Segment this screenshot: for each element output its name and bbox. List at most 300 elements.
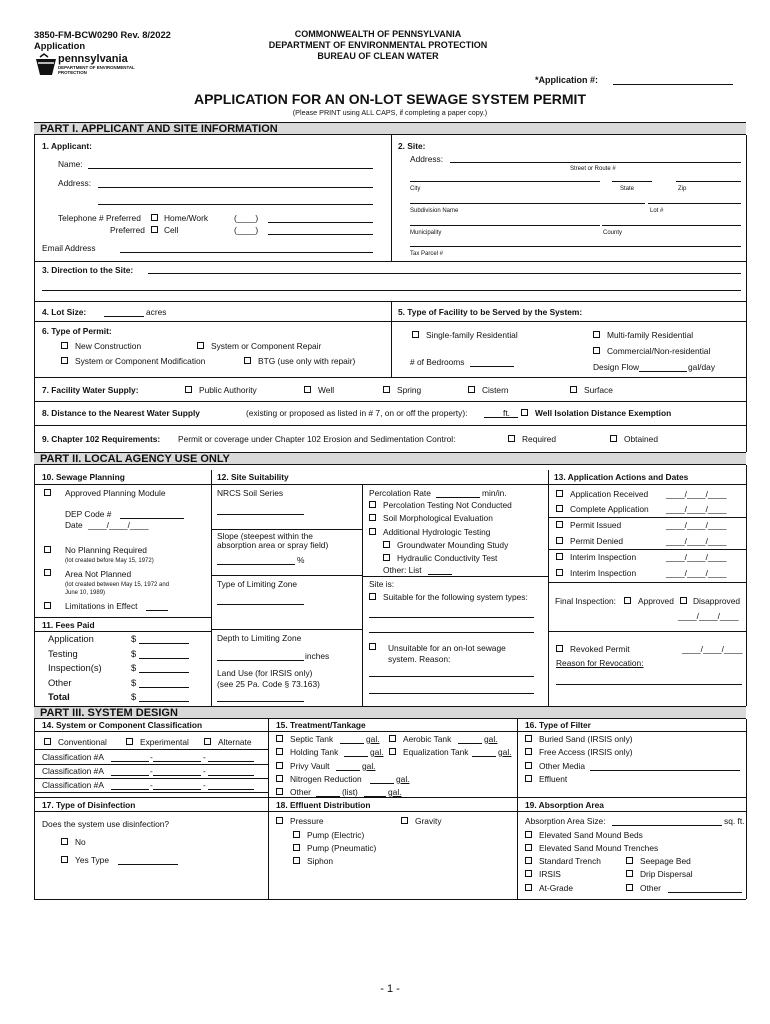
cell-checkbox[interactable] xyxy=(151,226,158,233)
spring-checkbox[interactable] xyxy=(383,386,390,393)
site-is-label: Site is: xyxy=(369,579,395,589)
address-field-1[interactable] xyxy=(98,187,373,188)
divider xyxy=(391,301,392,377)
btg-checkbox[interactable] xyxy=(244,357,251,364)
fee-dollar-sign: $ xyxy=(131,662,137,673)
obtained-checkbox[interactable] xyxy=(610,435,617,442)
design-flow-label: Design Flow xyxy=(593,362,640,372)
email-field[interactable] xyxy=(120,252,373,253)
action-checkbox[interactable] xyxy=(556,569,563,576)
classification-label: Classification #A xyxy=(42,766,104,776)
site-suitability-heading: 12. Site Suitability xyxy=(217,472,289,482)
filter-heading: 16. Type of Filter xyxy=(525,720,591,730)
phone-field-2[interactable] xyxy=(268,234,373,235)
permit-type-label: 6. Type of Permit: xyxy=(42,326,112,336)
drip-checkbox[interactable] xyxy=(626,870,633,877)
spring-label: Spring xyxy=(397,385,422,395)
action-label: Interim Inspection xyxy=(570,552,637,562)
btg-label: BTG (use only with repair) xyxy=(258,356,356,366)
classification-separator: - xyxy=(203,766,206,776)
home-work-checkbox[interactable] xyxy=(151,214,158,221)
actions-heading: 13. Application Actions and Dates xyxy=(554,472,689,482)
other-media-field[interactable] xyxy=(590,770,740,771)
classification-field[interactable] xyxy=(153,775,201,776)
city-caption: City xyxy=(410,186,421,192)
divider xyxy=(211,575,362,576)
modification-checkbox[interactable] xyxy=(61,357,68,364)
agency-line-2: DEPARTMENT OF ENVIRONMENTAL PROTECTION xyxy=(268,40,488,50)
divider xyxy=(211,470,212,706)
name-field[interactable] xyxy=(88,168,373,169)
area-not-planned-checkbox[interactable] xyxy=(44,569,51,576)
holding-field[interactable] xyxy=(344,756,368,757)
pressure-label: Pressure xyxy=(290,816,324,826)
classification-separator: - xyxy=(150,780,153,790)
septic-gal: gal. xyxy=(366,734,380,744)
lot-before-note: (lot created before May 15, 1972) xyxy=(65,558,154,564)
lot-between-note-1: (lot created between May 15, 1972 and xyxy=(65,582,170,588)
dep-code-label: DEP Code # xyxy=(65,509,112,519)
buried-sand-checkbox[interactable] xyxy=(525,735,532,742)
divider xyxy=(548,517,746,518)
aerobic-checkbox[interactable] xyxy=(389,735,396,742)
inches-label: inches xyxy=(305,651,330,661)
effluent-label: Effluent xyxy=(539,774,568,784)
groundwater-label: Groundwater Mounding Study xyxy=(397,540,509,550)
commercial-label: Commercial/Non-residential xyxy=(607,346,711,356)
cell-label: Cell xyxy=(164,225,179,235)
divider xyxy=(34,301,746,302)
action-date-field[interactable]: ____/____/____ xyxy=(666,568,727,578)
approved-module-checkbox[interactable] xyxy=(44,489,51,496)
application-number-field[interactable] xyxy=(613,84,733,85)
aerobic-field[interactable] xyxy=(458,743,482,744)
at-grade-label: At-Grade xyxy=(539,883,573,893)
classification-separator: - xyxy=(203,752,206,762)
disinfection-yes-checkbox[interactable] xyxy=(61,856,68,863)
page-number: - 1 - xyxy=(380,983,400,995)
applicant-heading: 1. Applicant: xyxy=(42,141,92,151)
divider xyxy=(34,484,746,485)
application-number-label: *Application #: xyxy=(535,75,599,85)
address-field-2[interactable] xyxy=(98,204,373,205)
date-field[interactable]: ____/____/____ xyxy=(88,520,149,530)
elevated-trenches-checkbox[interactable] xyxy=(525,844,532,851)
phone-field-1[interactable] xyxy=(268,222,373,223)
depth-limiting-label: Depth to Limiting Zone xyxy=(217,633,302,643)
form-id: 3850-FM-BCW0290 Rev. 8/2022 xyxy=(34,29,171,40)
distance-label: 8. Distance to the Nearest Water Supply xyxy=(42,408,200,418)
sq-ft-label: sq. ft. xyxy=(724,816,745,826)
bedrooms-label: # of Bedrooms xyxy=(410,357,465,367)
septic-checkbox[interactable] xyxy=(276,735,283,742)
address-label: Address: xyxy=(58,178,92,188)
fee-amount-field[interactable] xyxy=(139,658,189,659)
surface-label: Surface xyxy=(584,385,613,395)
divider xyxy=(746,465,747,706)
divider xyxy=(34,135,35,452)
hydraulic-label: Hydraulic Conductivity Test xyxy=(397,553,498,563)
action-date-field[interactable]: ____/____/____ xyxy=(666,489,727,499)
date-label: Date xyxy=(65,520,83,530)
disinfection-yes-label: Yes Type xyxy=(75,855,109,865)
unsuitable-label-1: Unsuitable for an on-lot sewage xyxy=(388,643,506,653)
classification-field[interactable] xyxy=(153,761,201,762)
fee-dollar-sign: $ xyxy=(131,647,137,659)
conventional-checkbox[interactable] xyxy=(44,738,51,745)
cistern-label: Cistern xyxy=(482,385,509,395)
unsuitable-field-1[interactable] xyxy=(369,676,534,677)
nitrogen-checkbox[interactable] xyxy=(276,775,283,782)
action-checkbox[interactable] xyxy=(556,537,563,544)
fee-amount-field[interactable] xyxy=(139,672,189,673)
fees-heading: 11. Fees Paid xyxy=(42,620,95,630)
seepage-bed-checkbox[interactable] xyxy=(626,857,633,864)
name-label: Name: xyxy=(58,159,83,169)
lot-number-field[interactable] xyxy=(648,203,741,204)
action-label: Complete Application xyxy=(570,504,649,514)
subdivision-caption: Subdivision Name xyxy=(410,208,459,214)
action-label: Permit Issued xyxy=(570,520,622,530)
divider xyxy=(34,425,746,426)
municipality-caption: Municipality xyxy=(410,230,442,236)
logo-sub2: PROTECTION xyxy=(58,70,87,75)
divider xyxy=(34,261,746,262)
chapter102-note: Permit or coverage under Chapter 102 Erosion and Sedimentation Control: xyxy=(178,434,456,444)
zip-caption: Zip xyxy=(678,186,687,192)
logo-sub1: DEPARTMENT OF ENVIRONMENTAL xyxy=(58,65,135,70)
public-authority-label: Public Authority xyxy=(199,385,257,395)
direction-label: 3. Direction to the Site: xyxy=(42,265,134,275)
disapproved-checkbox[interactable] xyxy=(680,597,687,604)
equalization-checkbox[interactable] xyxy=(389,748,396,755)
obtained-label: Obtained xyxy=(624,434,658,444)
privy-label: Privy Vault xyxy=(290,761,330,771)
divider xyxy=(548,470,549,706)
approved-label: Approved xyxy=(638,596,674,606)
new-construction-label: New Construction xyxy=(75,341,142,351)
action-checkbox[interactable] xyxy=(556,505,563,512)
distance-field[interactable] xyxy=(484,417,518,418)
absorption-other-field[interactable] xyxy=(668,892,742,893)
single-family-checkbox[interactable] xyxy=(412,331,419,338)
treatment-other-field[interactable] xyxy=(316,796,340,797)
fee-amount-field[interactable] xyxy=(139,687,189,688)
depth-limiting-field[interactable] xyxy=(217,660,304,661)
design-flow-field[interactable] xyxy=(639,371,687,372)
commercial-checkbox[interactable] xyxy=(593,347,600,354)
add-hydro-label: Additional Hydrologic Testing xyxy=(383,527,491,537)
septic-field[interactable] xyxy=(340,743,364,744)
fee-label: Other xyxy=(48,676,72,688)
classification-separator: - xyxy=(203,780,206,790)
classification-separator: - xyxy=(150,766,153,776)
area-code-2: (____) xyxy=(234,225,259,235)
min-in-label: min/in. xyxy=(482,488,507,498)
divider xyxy=(517,719,518,899)
surface-checkbox[interactable] xyxy=(570,386,577,393)
limiting-zone-type-label: Type of Limiting Zone xyxy=(217,579,298,589)
suitable-field-2[interactable] xyxy=(369,632,534,633)
divider xyxy=(34,792,268,793)
other-list-label: Other: List xyxy=(383,565,422,575)
lot-size-field[interactable] xyxy=(104,316,144,317)
gravity-checkbox[interactable] xyxy=(401,817,408,824)
action-date-field[interactable]: ____/____/____ xyxy=(666,536,727,546)
siphon-label: Siphon xyxy=(307,856,334,866)
soil-morph-checkbox[interactable] xyxy=(369,514,376,521)
home-work-label: Home/Work xyxy=(164,213,209,223)
public-authority-checkbox[interactable] xyxy=(185,386,192,393)
fee-dollar-sign: $ xyxy=(131,633,137,644)
divider xyxy=(34,617,211,618)
alternate-label: Alternate xyxy=(218,737,252,747)
absorption-size-field[interactable] xyxy=(612,825,722,826)
treatment-other-checkbox[interactable] xyxy=(276,788,283,795)
multi-family-label: Multi-family Residential xyxy=(607,330,694,340)
effluent-checkbox[interactable] xyxy=(525,775,532,782)
limiting-zone-type-field[interactable] xyxy=(217,604,304,605)
classification-label: Classification #A xyxy=(42,752,104,762)
other-media-label: Other Media xyxy=(539,761,586,771)
pump-electric-label: Pump (Electric) xyxy=(307,830,365,840)
multi-family-checkbox[interactable] xyxy=(593,331,600,338)
municipality-field[interactable] xyxy=(410,225,600,226)
well-label: Well xyxy=(318,385,335,395)
experimental-checkbox[interactable] xyxy=(126,738,133,745)
email-label: Email Address xyxy=(42,243,96,253)
suitable-field-1[interactable] xyxy=(369,617,534,618)
unsuitable-checkbox[interactable] xyxy=(369,643,376,650)
approved-module-label: Approved Planning Module xyxy=(65,488,166,498)
drip-label: Drip Dispersal xyxy=(640,869,693,879)
well-checkbox[interactable] xyxy=(304,386,311,393)
hydraulic-checkbox[interactable] xyxy=(383,554,390,561)
action-checkbox[interactable] xyxy=(556,490,563,497)
action-label: Interim Inspection xyxy=(570,568,637,578)
distribution-heading: 18. Effluent Distribution xyxy=(276,800,371,810)
well-exemption-label: Well Isolation Distance Exemption xyxy=(535,408,672,418)
ft-label: ft. xyxy=(503,408,510,418)
area-code-1: (____) xyxy=(234,213,259,223)
disinfection-no-label: No xyxy=(75,837,86,847)
new-construction-checkbox[interactable] xyxy=(61,342,68,349)
fee-label: Inspection(s) xyxy=(48,662,102,673)
slope-label-2: absorption area or spray field) xyxy=(217,540,329,550)
action-checkbox[interactable] xyxy=(556,521,563,528)
classification-heading: 14. System or Component Classification xyxy=(42,720,203,730)
slope-field[interactable] xyxy=(217,564,295,565)
treatment-list-label: (list) xyxy=(342,787,358,797)
other-list-field[interactable] xyxy=(428,574,452,575)
divider xyxy=(34,401,746,402)
fee-label: Application xyxy=(48,633,94,644)
single-family-label: Single-family Residential xyxy=(426,330,518,340)
aerobic-gal: gal. xyxy=(484,734,498,744)
classification-label: Classification #A xyxy=(42,780,104,790)
holding-checkbox[interactable] xyxy=(276,748,283,755)
unsuitable-field-2[interactable] xyxy=(369,693,534,694)
part-3-title: PART III. SYSTEM DESIGN xyxy=(40,707,178,719)
nrcs-field[interactable] xyxy=(217,514,304,515)
groundwater-checkbox[interactable] xyxy=(383,541,390,548)
cistern-checkbox[interactable] xyxy=(468,386,475,393)
land-use-label-2: (see 25 Pa. Code § 73.163) xyxy=(217,679,320,689)
lot-between-note-2: June 10, 1989) xyxy=(65,590,106,596)
fee-dollar-sign: $ xyxy=(131,676,137,688)
revoked-date[interactable]: ____/____/____ xyxy=(682,644,743,654)
privy-field[interactable] xyxy=(336,770,360,771)
pump-pneumatic-label: Pump (Pneumatic) xyxy=(307,843,377,853)
suitable-label: Suitable for the following system types: xyxy=(383,592,528,602)
final-inspection-date[interactable]: ____/____/____ xyxy=(678,611,739,621)
direction-field-1[interactable] xyxy=(148,273,741,274)
revocation-field[interactable] xyxy=(556,684,742,685)
zip-field[interactable] xyxy=(676,181,741,182)
land-use-field[interactable] xyxy=(217,701,304,702)
alternate-checkbox[interactable] xyxy=(204,738,211,745)
repair-checkbox[interactable] xyxy=(197,342,204,349)
treatment-list-field[interactable] xyxy=(364,796,386,797)
telephone-label: Telephone # Preferred xyxy=(58,213,141,223)
classification-field[interactable] xyxy=(153,789,201,790)
classification-field[interactable] xyxy=(208,761,254,762)
state-caption: State xyxy=(620,186,635,192)
divider xyxy=(211,529,362,530)
perc-rate-field[interactable] xyxy=(436,497,480,498)
chapter102-label: 9. Chapter 102 Requirements: xyxy=(42,434,161,444)
limitations-field[interactable] xyxy=(146,610,168,611)
pressure-checkbox[interactable] xyxy=(276,817,283,824)
agency-line-1: COMMONWEALTH OF PENNSYLVANIA xyxy=(294,29,462,39)
other-media-checkbox[interactable] xyxy=(525,762,532,769)
free-access-checkbox[interactable] xyxy=(525,748,532,755)
divider xyxy=(548,582,746,583)
fee-amount-field[interactable] xyxy=(139,701,189,702)
action-date-field[interactable]: ____/____/____ xyxy=(666,552,727,562)
standard-trench-label: Standard Trench xyxy=(539,856,601,866)
elevated-beds-checkbox[interactable] xyxy=(525,831,532,838)
divider xyxy=(362,576,548,577)
action-date-field[interactable]: ____/____/____ xyxy=(666,520,727,530)
treatment-other-label: Other xyxy=(290,787,311,797)
classification-field[interactable] xyxy=(111,761,149,762)
state-field[interactable] xyxy=(612,181,652,182)
gal-day-label: gal/day xyxy=(688,362,716,372)
disinfection-type-field[interactable] xyxy=(118,864,178,865)
perc-not-conducted-checkbox[interactable] xyxy=(369,501,376,508)
privy-gal: gal. xyxy=(362,761,376,771)
siphon-checkbox[interactable] xyxy=(293,857,300,864)
part-2-title: PART II. LOCAL AGENCY USE ONLY xyxy=(40,453,230,465)
area-not-planned-label: Area Not Planned xyxy=(65,569,132,579)
part-3-header xyxy=(34,706,746,719)
irsis-label: IRSIS xyxy=(539,869,561,879)
add-hydro-checkbox[interactable] xyxy=(369,528,376,535)
fee-amount-field[interactable] xyxy=(139,643,189,644)
classification-field[interactable] xyxy=(208,789,254,790)
direction-field-2[interactable] xyxy=(42,290,741,291)
revoked-checkbox[interactable] xyxy=(556,645,563,652)
disinfection-question: Does the system use disinfection? xyxy=(42,819,170,829)
divider xyxy=(34,377,746,378)
facility-type-label: 5. Type of Facility to be Served by the System: xyxy=(398,307,583,317)
standard-trench-checkbox[interactable] xyxy=(525,857,532,864)
septic-label: Septic Tank xyxy=(290,734,334,744)
site-street-field[interactable] xyxy=(450,162,741,163)
limitations-checkbox[interactable] xyxy=(44,602,51,609)
at-grade-checkbox[interactable] xyxy=(525,884,532,891)
classification-field[interactable] xyxy=(208,775,254,776)
limitations-label: Limitations in Effect xyxy=(65,601,138,611)
nitrogen-gal: gal. xyxy=(396,774,410,784)
nitrogen-field[interactable] xyxy=(370,783,394,784)
divider xyxy=(548,631,746,632)
well-exemption-checkbox[interactable] xyxy=(521,409,528,416)
gravity-label: Gravity xyxy=(415,816,442,826)
required-checkbox[interactable] xyxy=(508,435,515,442)
treatment-other-gal: gal. xyxy=(388,787,402,797)
pump-pneumatic-checkbox[interactable] xyxy=(293,844,300,851)
privy-checkbox[interactable] xyxy=(276,762,283,769)
divider xyxy=(391,135,392,261)
holding-label: Holding Tank xyxy=(290,747,339,757)
required-label: Required xyxy=(522,434,556,444)
action-checkbox[interactable] xyxy=(556,553,563,560)
equalization-field[interactable] xyxy=(472,756,496,757)
disinfection-no-checkbox[interactable] xyxy=(61,838,68,845)
subdivision-field[interactable] xyxy=(410,203,645,204)
county-field[interactable] xyxy=(602,225,741,226)
county-caption: County xyxy=(603,230,623,236)
acres-label: acres xyxy=(146,307,167,317)
irsis-checkbox[interactable] xyxy=(525,870,532,877)
classification-field[interactable] xyxy=(111,775,149,776)
soil-morph-label: Soil Morphological Evaluation xyxy=(383,513,493,523)
doc-type: Application xyxy=(34,40,86,51)
equalization-gal: gal. xyxy=(498,747,512,757)
land-use-label-1: Land Use (for IRSIS only) xyxy=(217,668,313,678)
part-1-title: PART I. APPLICANT AND SITE INFORMATION xyxy=(40,123,278,135)
suitable-checkbox[interactable] xyxy=(369,593,376,600)
dep-code-field[interactable] xyxy=(120,518,184,519)
equalization-label: Equalization Tank xyxy=(403,747,469,757)
holding-gal: gal. xyxy=(370,747,384,757)
buried-sand-label: Buried Sand (IRSIS only) xyxy=(539,734,633,744)
city-field[interactable] xyxy=(410,181,600,182)
absorption-heading: 19. Absorption Area xyxy=(525,800,604,810)
divider xyxy=(268,719,269,899)
no-planning-checkbox[interactable] xyxy=(44,546,51,553)
site-heading: 2. Site: xyxy=(398,141,426,151)
bedrooms-field[interactable] xyxy=(470,366,514,367)
elevated-beds-label: Elevated Sand Mound Beds xyxy=(539,830,643,840)
tax-parcel-field[interactable] xyxy=(410,246,741,247)
classification-field[interactable] xyxy=(111,789,149,790)
sewage-planning-heading: 10. Sewage Planning xyxy=(42,472,125,482)
no-planning-label: No Planning Required xyxy=(65,545,147,555)
absorption-size-label: Absorption Area Size: xyxy=(525,816,606,826)
approved-checkbox[interactable] xyxy=(624,597,631,604)
elevated-trenches-label: Elevated Sand Mound Trenches xyxy=(539,843,659,853)
absorption-other-checkbox[interactable] xyxy=(626,884,633,891)
percent-label: % xyxy=(297,555,305,565)
action-date-field[interactable]: ____/____/____ xyxy=(666,504,727,514)
pump-electric-checkbox[interactable] xyxy=(293,831,300,838)
perc-rate-label: Percolation Rate xyxy=(369,488,431,498)
experimental-label: Experimental xyxy=(140,737,189,747)
divider xyxy=(746,719,747,899)
